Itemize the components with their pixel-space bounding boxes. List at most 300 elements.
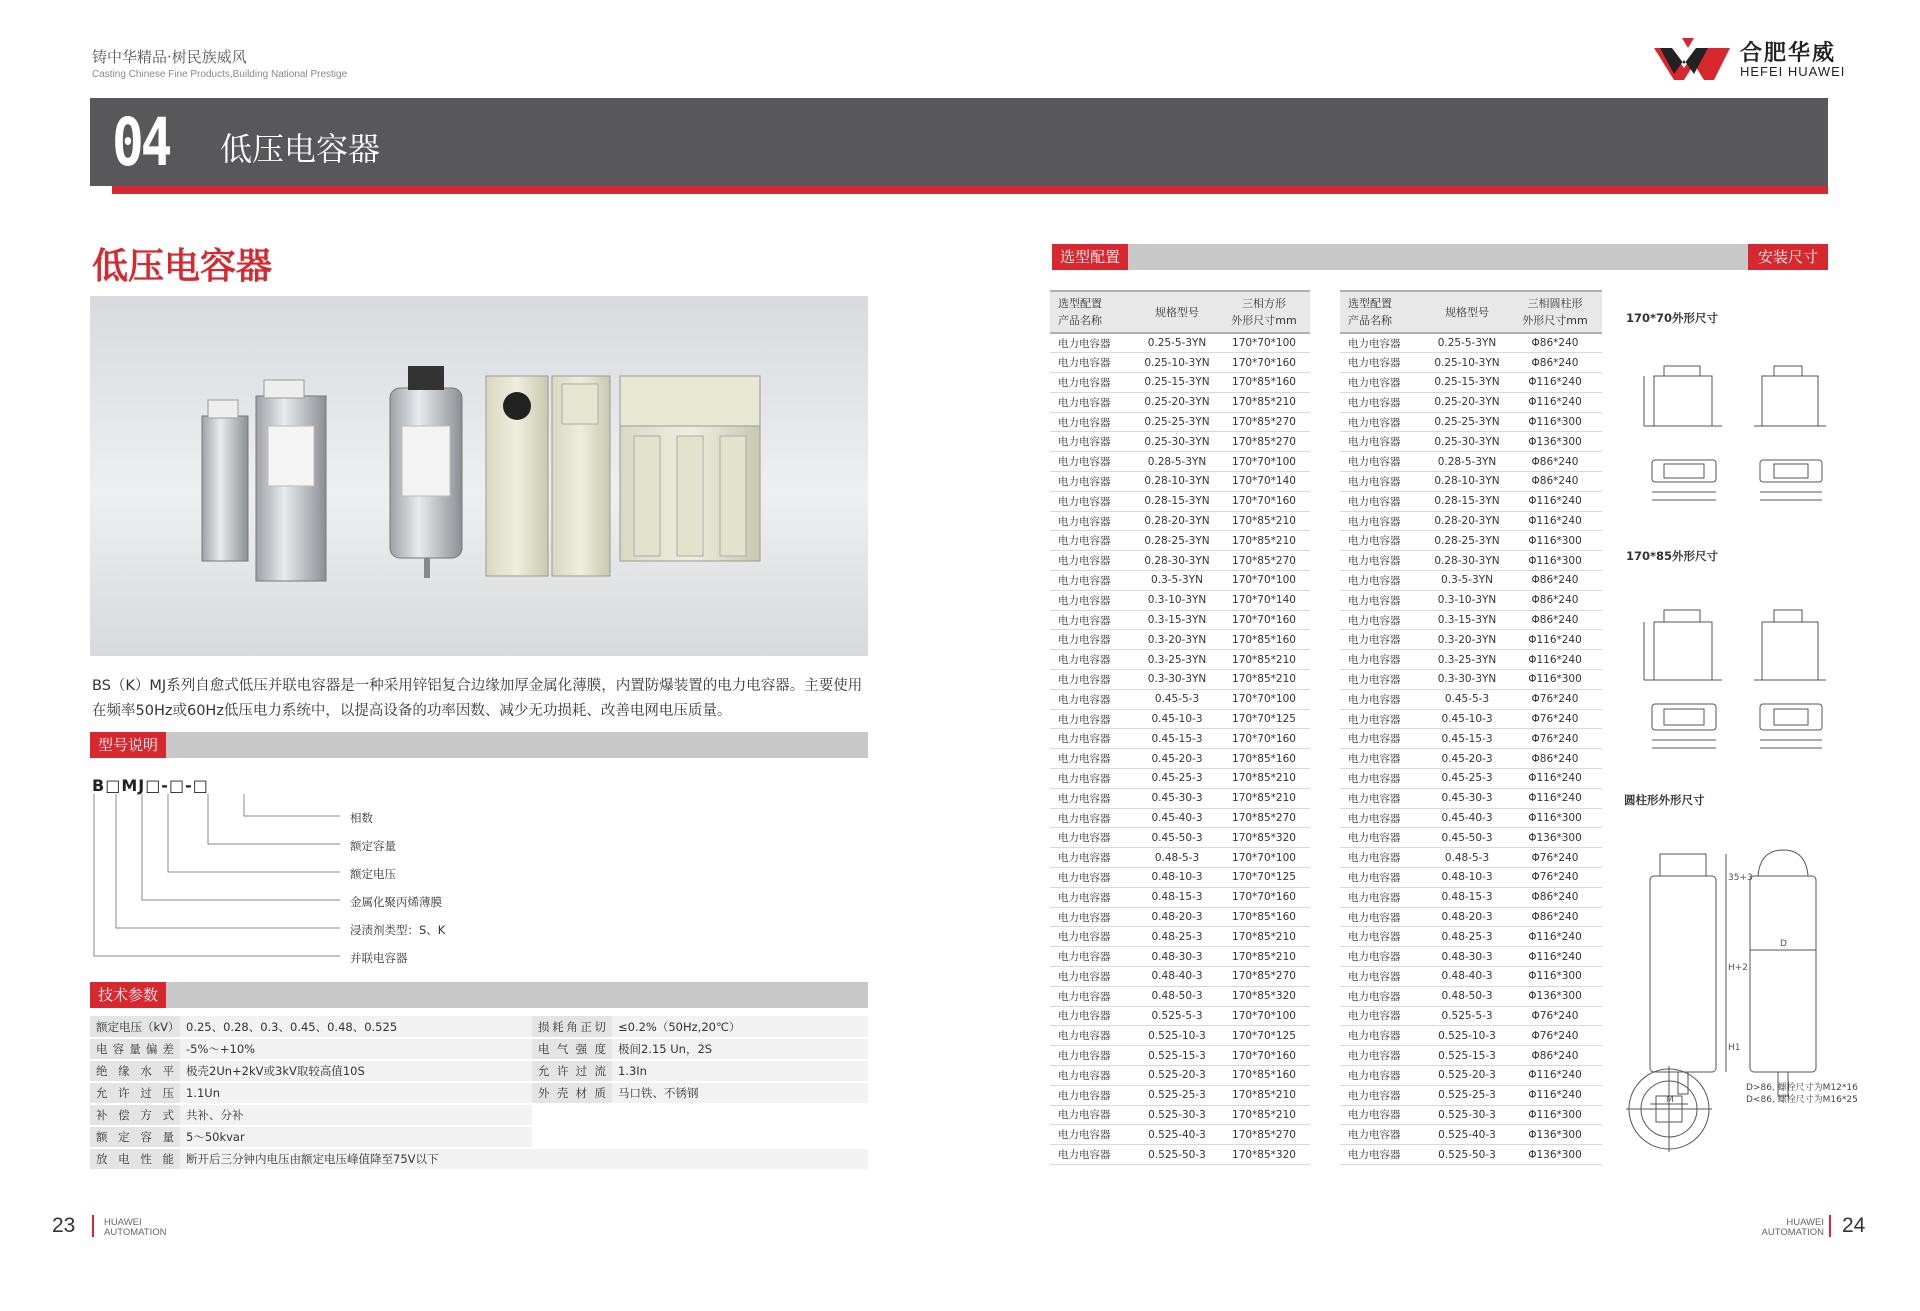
cell-dim: 170*70*160 [1218, 491, 1310, 511]
table-row [1340, 848, 1602, 868]
table-row [1050, 1125, 1310, 1145]
cell-model: 0.25-30-3YN [1426, 432, 1508, 452]
table-row [1340, 1085, 1602, 1105]
table-row [1340, 689, 1602, 709]
cell-model: 0.28-10-3YN [1426, 472, 1508, 492]
cell-dim: 170*85*320 [1218, 986, 1310, 1006]
product-photo [90, 296, 868, 656]
dim-d: D [1780, 939, 1787, 949]
cell-model: 0.525-30-3 [1426, 1105, 1508, 1125]
cell-product: 电力电容器 [1050, 788, 1136, 808]
model-item-voltage: 额定电压 [350, 867, 396, 881]
cell-dim: Φ86*240 [1508, 1046, 1602, 1066]
cell-product: 电力电容器 [1050, 630, 1136, 650]
cell-product: 电力电容器 [1050, 610, 1136, 630]
cell-dim: Φ116*240 [1508, 650, 1602, 670]
cell-product: 电力电容器 [1050, 650, 1136, 670]
cell-dim: Φ116*240 [1508, 630, 1602, 650]
table-row [1050, 373, 1310, 393]
cell-model: 0.525-40-3 [1426, 1125, 1508, 1145]
cell-product: 电力电容器 [1050, 392, 1136, 412]
dim-h2: H+2 [1728, 963, 1749, 973]
cell-dim: Φ86*240 [1508, 749, 1602, 769]
model-item-capacity: 额定容量 [350, 839, 396, 853]
table-row [1340, 650, 1602, 670]
cell-model: 0.525-5-3 [1426, 1006, 1508, 1026]
cell-model: 0.45-30-3 [1426, 788, 1508, 808]
cell-dim: Φ86*240 [1508, 333, 1602, 353]
cell-product: 电力电容器 [1050, 670, 1136, 690]
intro-paragraph: BS（K）MJ系列自愈式低压并联电容器是一种采用锌铝复合边缘加厚金属化薄膜，内置防爆装置的电力电容器。主要使用在频率50Hz或60Hz低压电力系统中，以提高设备的功率因数、减少无功损耗、改善电网电压质量。 [92, 678, 863, 719]
cell-model: 0.45-50-3 [1426, 828, 1508, 848]
table-row [1050, 610, 1310, 630]
param-row [90, 1038, 868, 1060]
cell-product: 电力电容器 [1340, 472, 1426, 492]
cell-dim: 170*70*100 [1218, 689, 1310, 709]
table-row [1340, 868, 1602, 888]
cell-dim: 170*70*160 [1218, 887, 1310, 907]
cell-dim: 170*85*160 [1218, 1065, 1310, 1085]
param-key: 绝缘水平 [90, 1060, 180, 1082]
brand-line1: HUAWEI [104, 1217, 142, 1228]
cell-product: 电力电容器 [1050, 848, 1136, 868]
cell-dim: Φ86*240 [1508, 887, 1602, 907]
cell-product: 电力电容器 [1050, 729, 1136, 749]
cell-dim: 170*85*270 [1218, 808, 1310, 828]
table-row [1050, 432, 1310, 452]
table-row [1050, 769, 1310, 789]
cell-dim: 170*85*210 [1218, 947, 1310, 967]
param-key: 电气强度 [532, 1038, 612, 1060]
cell-model: 0.3-30-3YN [1426, 670, 1508, 690]
dim-h1: H1 [1728, 1043, 1741, 1053]
cell-model: 0.3-5-3YN [1426, 571, 1508, 591]
table-row [1050, 868, 1310, 888]
page-title: 低压电容器 [92, 246, 273, 287]
param-key: 损耗角正切 [532, 1016, 612, 1038]
drawing-cylinder-top [1624, 1064, 1714, 1154]
table-row [1050, 590, 1310, 610]
cell-model: 0.45-40-3 [1136, 808, 1218, 828]
cell-product: 电力电容器 [1340, 907, 1426, 927]
cell-product: 电力电容器 [1050, 452, 1136, 472]
cell-model: 0.28-15-3YN [1426, 491, 1508, 511]
cell-product: 电力电容器 [1340, 531, 1426, 551]
param-value: -5%～+10% [180, 1038, 532, 1060]
table-row [1050, 412, 1310, 432]
table-row [1340, 967, 1602, 987]
cell-model: 0.525-15-3 [1426, 1046, 1508, 1066]
table-row [1050, 808, 1310, 828]
cell-dim: 170*85*210 [1218, 927, 1310, 947]
cell-model: 0.45-30-3 [1136, 788, 1218, 808]
cell-product: 电力电容器 [1340, 1105, 1426, 1125]
cell-product: 电力电容器 [1340, 986, 1426, 1006]
cell-product: 电力电容器 [1050, 551, 1136, 571]
table-row [1050, 491, 1310, 511]
cell-dim: Φ86*240 [1508, 907, 1602, 927]
table-row [1340, 610, 1602, 630]
cell-product: 电力电容器 [1340, 630, 1426, 650]
cell-dim: Φ86*240 [1508, 571, 1602, 591]
table-row [1050, 630, 1310, 650]
cell-product: 电力电容器 [1050, 887, 1136, 907]
cell-product: 电力电容器 [1050, 1065, 1136, 1085]
cell-product: 电力电容器 [1340, 1026, 1426, 1046]
bolt-note-1: D>86, 螺栓尺寸为M12*16 [1746, 1083, 1858, 1093]
cell-dim: 170*85*210 [1218, 788, 1310, 808]
cell-model: 0.48-5-3 [1426, 848, 1508, 868]
table-row [1050, 452, 1310, 472]
brand-footer-left [104, 1218, 166, 1238]
table-row [1050, 511, 1310, 531]
cell-dim: 170*85*320 [1218, 1145, 1310, 1165]
cell-product: 电力电容器 [1340, 947, 1426, 967]
cell-product: 电力电容器 [1340, 749, 1426, 769]
brand-line2: AUTOMATION [1761, 1227, 1824, 1238]
model-section-bar [90, 732, 868, 758]
cell-product: 电力电容器 [1340, 491, 1426, 511]
table-row [1050, 729, 1310, 749]
cell-product: 电力电容器 [1340, 353, 1426, 373]
table-row [1340, 1125, 1602, 1145]
cell-model: 0.3-5-3YN [1136, 571, 1218, 591]
table-row [1340, 788, 1602, 808]
cell-model: 0.45-20-3 [1136, 749, 1218, 769]
table-row [1050, 650, 1310, 670]
model-item-impregnant: 浸渍剂类型：S、K [350, 923, 446, 937]
table-row [1340, 452, 1602, 472]
param-value: 5～50kvar [180, 1126, 532, 1148]
cell-model: 0.525-25-3 [1136, 1085, 1218, 1105]
table-row [1340, 412, 1602, 432]
table-row [1050, 986, 1310, 1006]
cell-product: 电力电容器 [1050, 967, 1136, 987]
cell-product: 电力电容器 [1050, 1145, 1136, 1165]
cell-dim: 170*70*100 [1218, 1006, 1310, 1026]
cell-model: 0.28-20-3YN [1426, 511, 1508, 531]
cell-dim: Φ116*300 [1508, 412, 1602, 432]
cell-model: 0.28-5-3YN [1136, 452, 1218, 472]
table-row [1050, 788, 1310, 808]
table-row [1340, 709, 1602, 729]
cell-model: 0.3-25-3YN [1426, 650, 1508, 670]
cell-product: 电力电容器 [1050, 769, 1136, 789]
cell-product: 电力电容器 [1050, 432, 1136, 452]
cell-product: 电力电容器 [1340, 1145, 1426, 1165]
table-row [1340, 670, 1602, 690]
cell-product: 电力电容器 [1340, 709, 1426, 729]
cell-dim: Φ76*240 [1508, 1026, 1602, 1046]
cell-model: 0.48-25-3 [1426, 927, 1508, 947]
slogan-en: Casting Chinese Fine Products,Building National Prestige [92, 69, 348, 80]
table-row [1340, 729, 1602, 749]
table-row [1050, 551, 1310, 571]
cell-dim: 170*85*270 [1218, 412, 1310, 432]
table-row [1050, 709, 1310, 729]
cell-dim: 170*85*210 [1218, 531, 1310, 551]
param-key: 允许过流 [532, 1060, 612, 1082]
cell-dim: Φ76*240 [1508, 689, 1602, 709]
table-row [1340, 432, 1602, 452]
cell-model: 0.48-30-3 [1426, 947, 1508, 967]
cell-model: 0.3-10-3YN [1136, 590, 1218, 610]
cell-model: 0.48-30-3 [1136, 947, 1218, 967]
cell-product: 电力电容器 [1340, 1006, 1426, 1026]
table-row [1340, 808, 1602, 828]
col-product: 选型配置 产品名称 [1050, 291, 1136, 333]
cell-model: 0.25-20-3YN [1426, 392, 1508, 412]
cell-dim: 170*70*100 [1218, 848, 1310, 868]
cell-dim: 170*85*210 [1218, 769, 1310, 789]
table-row [1340, 907, 1602, 927]
cell-dim: Φ116*240 [1508, 1085, 1602, 1105]
table-row [1340, 1026, 1602, 1046]
table-row [1340, 769, 1602, 789]
drawing-170x70 [1630, 350, 1830, 510]
cell-model: 0.45-15-3 [1136, 729, 1218, 749]
param-key: 额定容量 [90, 1126, 180, 1148]
table-row [1050, 392, 1310, 412]
table-row [1340, 986, 1602, 1006]
cell-model: 0.48-40-3 [1426, 967, 1508, 987]
cell-product: 电力电容器 [1340, 1046, 1426, 1066]
param-key: 允许过压 [90, 1082, 180, 1104]
cell-product: 电力电容器 [1050, 907, 1136, 927]
table-row [1050, 1046, 1310, 1066]
cell-model: 0.45-5-3 [1426, 689, 1508, 709]
cell-product: 电力电容器 [1050, 749, 1136, 769]
cell-dim: Φ76*240 [1508, 868, 1602, 888]
col-dim: 三相圆柱形 外形尺寸mm [1508, 291, 1602, 333]
param-blank [532, 1104, 868, 1126]
drawing-170x85 [1630, 596, 1830, 756]
cell-dim: 170*70*100 [1218, 452, 1310, 472]
cell-model: 0.48-10-3 [1136, 868, 1218, 888]
table-row [1050, 887, 1310, 907]
cell-product: 电力电容器 [1050, 353, 1136, 373]
cell-model: 0.48-5-3 [1136, 848, 1218, 868]
cell-product: 电力电容器 [1340, 828, 1426, 848]
cell-dim: Φ116*240 [1508, 927, 1602, 947]
param-blank [532, 1126, 868, 1148]
cell-product: 电力电容器 [1340, 868, 1426, 888]
cell-model: 0.48-25-3 [1136, 927, 1218, 947]
cell-product: 电力电容器 [1340, 689, 1426, 709]
cell-model: 0.28-30-3YN [1426, 551, 1508, 571]
table-row [1340, 590, 1602, 610]
cell-dim: 170*85*270 [1218, 1125, 1310, 1145]
square-spec-table [1050, 290, 1310, 1165]
cell-product: 电力电容器 [1340, 452, 1426, 472]
param-value: 极壳2Un+2kV或3kV取较高值10S [180, 1060, 532, 1082]
param-row [90, 1148, 868, 1170]
cell-model: 0.28-30-3YN [1136, 551, 1218, 571]
cell-model: 0.28-20-3YN [1136, 511, 1218, 531]
table-row [1340, 828, 1602, 848]
cell-dim: Φ136*300 [1508, 1145, 1602, 1165]
cell-dim: Φ116*240 [1508, 769, 1602, 789]
table-row [1340, 491, 1602, 511]
cell-product: 电力电容器 [1340, 392, 1426, 412]
cell-product: 电力电容器 [1050, 689, 1136, 709]
cell-product: 电力电容器 [1340, 511, 1426, 531]
cell-dim: 170*85*210 [1218, 1105, 1310, 1125]
cell-product: 电力电容器 [1340, 610, 1426, 630]
cell-model: 0.45-50-3 [1136, 828, 1218, 848]
cell-dim: Φ116*300 [1508, 967, 1602, 987]
cell-dim: 170*85*210 [1218, 392, 1310, 412]
table-row [1050, 1065, 1310, 1085]
table-row [1050, 1006, 1310, 1026]
cell-dim: 170*85*160 [1218, 373, 1310, 393]
cell-model: 0.25-5-3YN [1426, 333, 1508, 353]
col-dim: 三相方形 外形尺寸mm [1218, 291, 1310, 333]
param-row [90, 1016, 868, 1038]
table-row [1050, 828, 1310, 848]
param-value: 共补、分补 [180, 1104, 532, 1126]
cell-dim: 170*70*100 [1218, 571, 1310, 591]
model-item-film: 金属化聚丙烯薄膜 [350, 895, 442, 909]
table-row [1340, 1145, 1602, 1165]
cell-model: 0.525-10-3 [1426, 1026, 1508, 1046]
cell-model: 0.525-40-3 [1136, 1125, 1218, 1145]
cell-dim: 170*85*210 [1218, 511, 1310, 531]
cell-dim: 170*70*125 [1218, 868, 1310, 888]
cell-product: 电力电容器 [1340, 769, 1426, 789]
cell-product: 电力电容器 [1050, 927, 1136, 947]
param-key: 补偿方式 [90, 1104, 180, 1126]
table-row [1340, 531, 1602, 551]
cell-dim: Φ86*240 [1508, 610, 1602, 630]
table-row [1050, 927, 1310, 947]
cell-product: 电力电容器 [1050, 511, 1136, 531]
cell-dim: 170*85*270 [1218, 551, 1310, 571]
param-value: 极间2.15 Un，2S [612, 1038, 868, 1060]
cell-model: 0.3-30-3YN [1136, 670, 1218, 690]
table-row [1340, 373, 1602, 393]
table-row [1050, 1145, 1310, 1165]
cell-product: 电力电容器 [1340, 1085, 1426, 1105]
table-row [1050, 353, 1310, 373]
cell-product: 电力电容器 [1050, 412, 1136, 432]
cell-product: 电力电容器 [1340, 571, 1426, 591]
param-value: 断开后三分钟内电压由额定电压峰值降至75V以下 [180, 1148, 868, 1170]
table-row [1050, 670, 1310, 690]
param-value: 1.3In [612, 1060, 868, 1082]
cell-dim: 170*85*210 [1218, 1085, 1310, 1105]
table-row [1050, 848, 1310, 868]
cell-model: 0.25-30-3YN [1136, 432, 1218, 452]
table-row [1340, 630, 1602, 650]
cell-model: 0.3-20-3YN [1136, 630, 1218, 650]
cell-product: 电力电容器 [1050, 1085, 1136, 1105]
cell-product: 电力电容器 [1050, 333, 1136, 353]
cell-dim: Φ76*240 [1508, 1006, 1602, 1026]
table-row [1340, 927, 1602, 947]
cell-product: 电力电容器 [1050, 808, 1136, 828]
param-key: 放电性能 [90, 1148, 180, 1170]
param-value: 0.25、0.28、0.3、0.45、0.48、0.525 [180, 1016, 532, 1038]
cell-product: 电力电容器 [1340, 887, 1426, 907]
cell-dim: 170*70*160 [1218, 353, 1310, 373]
cell-dim: Φ116*240 [1508, 392, 1602, 412]
cell-model: 0.25-20-3YN [1136, 392, 1218, 412]
chapter-number: 04 [112, 104, 170, 181]
table-row [1050, 967, 1310, 987]
cell-model: 0.48-40-3 [1136, 967, 1218, 987]
dim-label-170x85: 170*85外形尺寸 [1626, 549, 1719, 563]
cell-dim: Φ86*240 [1508, 353, 1602, 373]
table-row [1050, 531, 1310, 551]
cell-dim: 170*85*270 [1218, 967, 1310, 987]
page-separator-left [92, 1215, 94, 1237]
page-number-right: 24 [1842, 1214, 1866, 1237]
cell-dim: Φ116*300 [1508, 1105, 1602, 1125]
page-number-left: 23 [52, 1214, 76, 1237]
cell-model: 0.25-15-3YN [1426, 373, 1508, 393]
model-item-shunt: 并联电容器 [350, 951, 408, 965]
param-key: 电容量偏差 [90, 1038, 180, 1060]
param-value: 1.1Un [180, 1082, 532, 1104]
cell-dim: Φ116*240 [1508, 1065, 1602, 1085]
cell-dim: Φ116*300 [1508, 531, 1602, 551]
cell-product: 电力电容器 [1340, 650, 1426, 670]
cell-product: 电力电容器 [1050, 1046, 1136, 1066]
cell-product: 电力电容器 [1050, 373, 1136, 393]
cell-model: 0.525-5-3 [1136, 1006, 1218, 1026]
cell-model: 0.3-25-3YN [1136, 650, 1218, 670]
cell-model: 0.48-50-3 [1136, 986, 1218, 1006]
table-row [1050, 1026, 1310, 1046]
cell-dim: 170*85*270 [1218, 432, 1310, 452]
cell-dim: 170*85*160 [1218, 749, 1310, 769]
dim-label-cylinder: 圆柱形外形尺寸 [1624, 793, 1705, 807]
install-section-title: 安装尺寸 [1748, 244, 1828, 270]
cell-product: 电力电容器 [1050, 868, 1136, 888]
col-model: 规格型号 [1136, 291, 1218, 333]
cell-model: 0.45-20-3 [1426, 749, 1508, 769]
table-row [1340, 472, 1602, 492]
table-row [1340, 947, 1602, 967]
cell-dim: 170*70*160 [1218, 610, 1310, 630]
cell-dim: 170*70*140 [1218, 590, 1310, 610]
cell-model: 0.28-15-3YN [1136, 491, 1218, 511]
cell-dim: 170*70*140 [1218, 472, 1310, 492]
cell-product: 电力电容器 [1340, 432, 1426, 452]
dim-35: 35+3 [1728, 873, 1753, 883]
cell-model: 0.525-20-3 [1426, 1065, 1508, 1085]
table-row [1340, 1046, 1602, 1066]
model-item-phase: 相数 [350, 811, 373, 825]
cell-dim: 170*70*125 [1218, 1026, 1310, 1046]
cell-dim: Φ136*300 [1508, 1125, 1602, 1145]
table-row [1340, 749, 1602, 769]
cell-product: 电力电容器 [1050, 947, 1136, 967]
cell-model: 0.48-10-3 [1426, 868, 1508, 888]
cell-dim: Φ116*240 [1508, 491, 1602, 511]
cell-model: 0.45-40-3 [1426, 808, 1508, 828]
select-section-title: 选型配置 [1052, 244, 1128, 270]
table-row [1340, 353, 1602, 373]
cell-product: 电力电容器 [1340, 788, 1426, 808]
cell-dim: Φ86*240 [1508, 472, 1602, 492]
dim-m: M [1666, 1095, 1674, 1105]
cell-model: 0.48-20-3 [1426, 907, 1508, 927]
huawei-logo-icon [1652, 34, 1736, 84]
round-spec-table [1340, 290, 1602, 1165]
cell-model: 0.28-25-3YN [1426, 531, 1508, 551]
